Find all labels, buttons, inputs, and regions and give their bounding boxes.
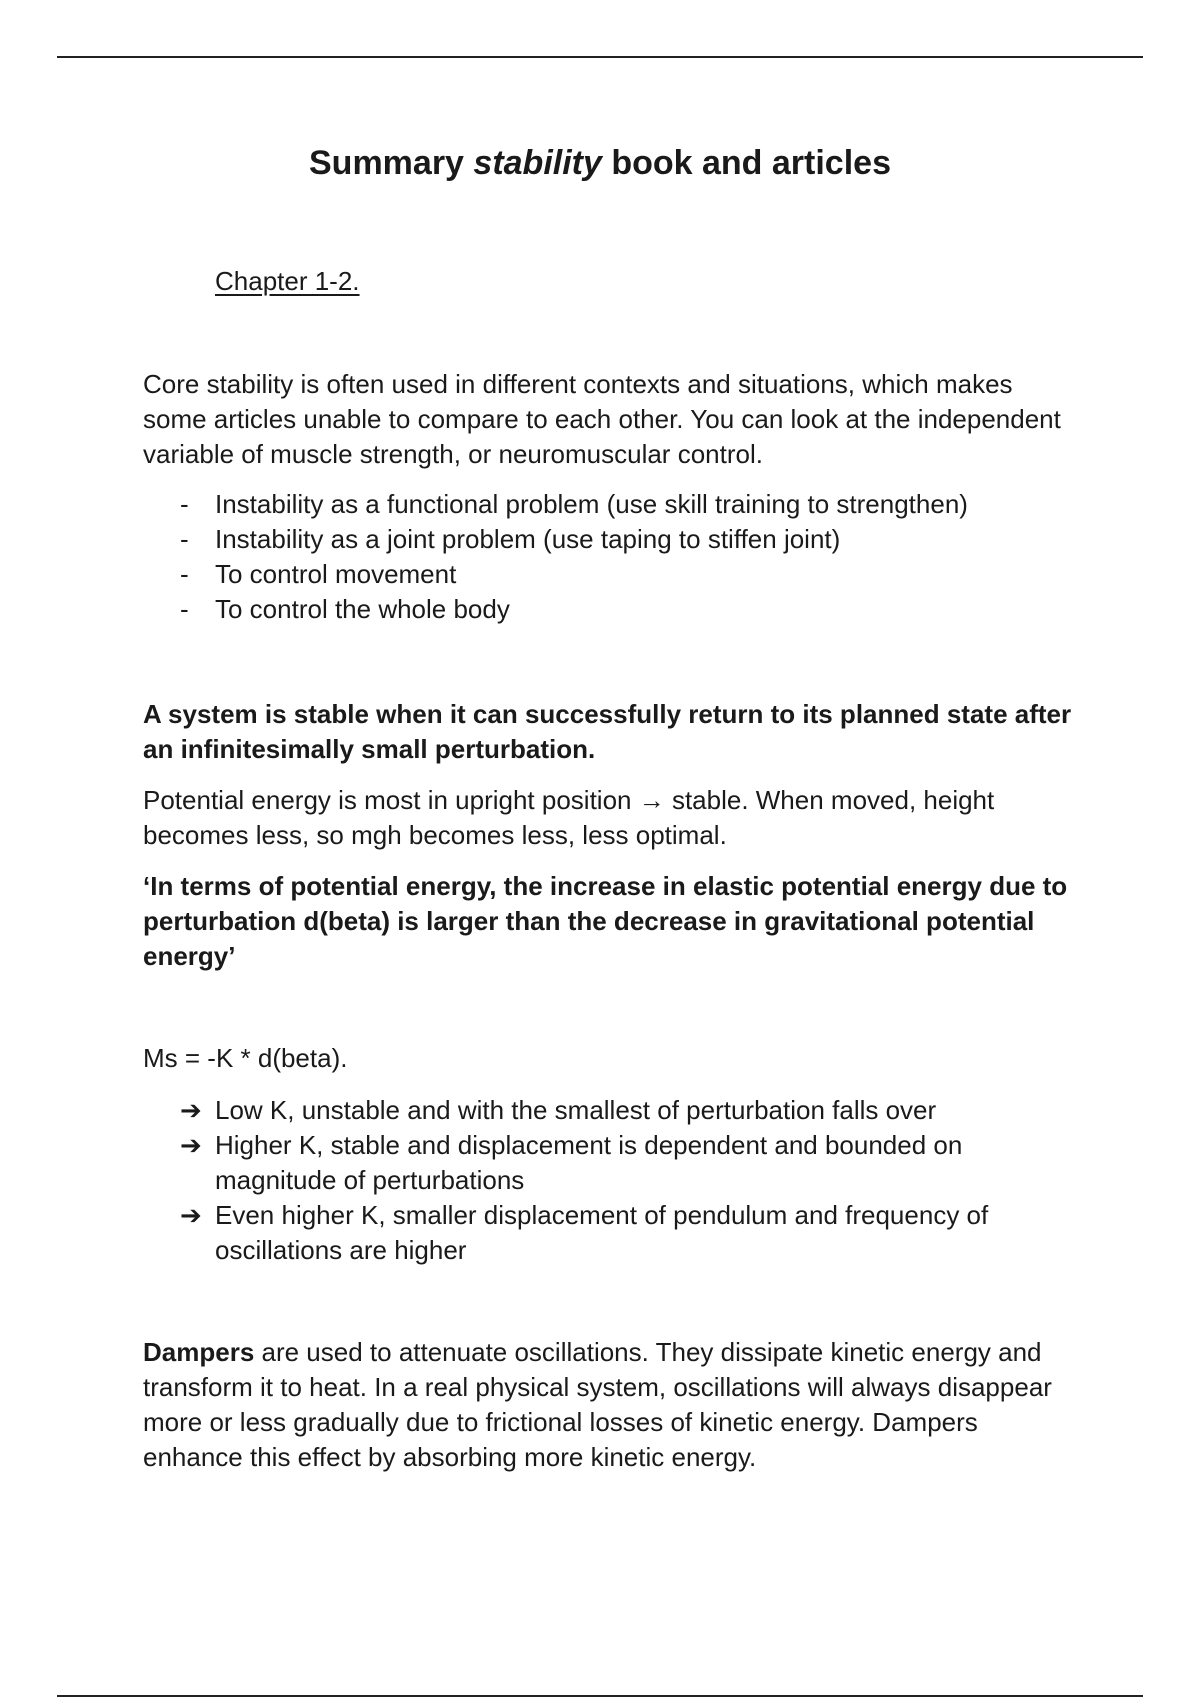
list-item	[180, 557, 1080, 592]
dash-marker: -	[180, 559, 189, 589]
list-item-text: Even higher K, smaller displacement of pendulum and frequency of oscillations are higher	[215, 1200, 989, 1265]
title-emphasis: stability	[473, 144, 602, 182]
dash-marker: -	[180, 594, 189, 624]
dampers-text: are used to attenuate oscillations. They dissipate kinetic energy and transform it to heat. In a real physical system, oscillations will always disappear more or less gradually due to frictional losses of kinetic energy. Dampers enhance this effect by absorbing more kinetic energy.	[143, 1337, 1052, 1472]
dash-marker: -	[180, 489, 189, 519]
dash-list	[180, 487, 1080, 627]
dash-marker: -	[180, 524, 189, 554]
page-title	[143, 141, 1057, 185]
header-rule	[57, 56, 1143, 58]
arrow-list	[180, 1093, 1080, 1268]
dampers-term: Dampers	[143, 1337, 255, 1367]
potential-energy-quote: ‘In terms of potential energy, the increase in elastic potential energy due to perturbation d(beta) is larger than the decrease in gravitational potential energy’	[143, 871, 1068, 971]
list-item	[180, 522, 1080, 557]
list-item	[180, 1093, 1080, 1128]
stiffness-formula: Ms = -K * d(beta).	[143, 1043, 348, 1073]
arrow-icon: ➔	[180, 1200, 202, 1230]
list-item	[180, 487, 1080, 522]
chapter-heading: Chapter 1-2.	[215, 266, 360, 296]
list-item-text: To control the whole body	[215, 594, 510, 624]
stability-definition: A system is stable when it can successfully return to its planned state after an infinitesimally small perturbation.	[143, 699, 1072, 764]
list-item	[180, 1128, 1080, 1198]
list-item-text: Low K, unstable and with the smallest of perturbation falls over	[215, 1095, 937, 1125]
list-item-text: Higher K, stable and displacement is dependent and bounded on magnitude of perturbations	[215, 1130, 963, 1195]
footer-rule	[57, 1695, 1143, 1697]
title-part-1: Summary	[309, 144, 474, 182]
title-part-3: book and articles	[601, 144, 891, 182]
arrow-icon: ➔	[180, 1095, 202, 1125]
list-item	[180, 1198, 1080, 1268]
dampers-paragraph	[143, 1335, 1083, 1475]
list-item	[180, 592, 1080, 627]
intro-paragraph: Core stability is often used in different contexts and situations, which makes some articles unable to compare to each other. You can look at the independent variable of muscle strength, or neuromuscular control.	[143, 369, 1061, 469]
list-item-text: Instability as a joint problem (use taping to stiffen joint)	[215, 524, 841, 554]
arrow-icon: ➔	[180, 1130, 202, 1160]
list-item-text: To control movement	[215, 559, 457, 589]
list-item-text: Instability as a functional problem (use skill training to strengthen)	[215, 489, 968, 519]
potential-energy-paragraph: Potential energy is most in upright position → stable. When moved, height becomes less, so mgh becomes less, less optimal.	[143, 785, 995, 850]
